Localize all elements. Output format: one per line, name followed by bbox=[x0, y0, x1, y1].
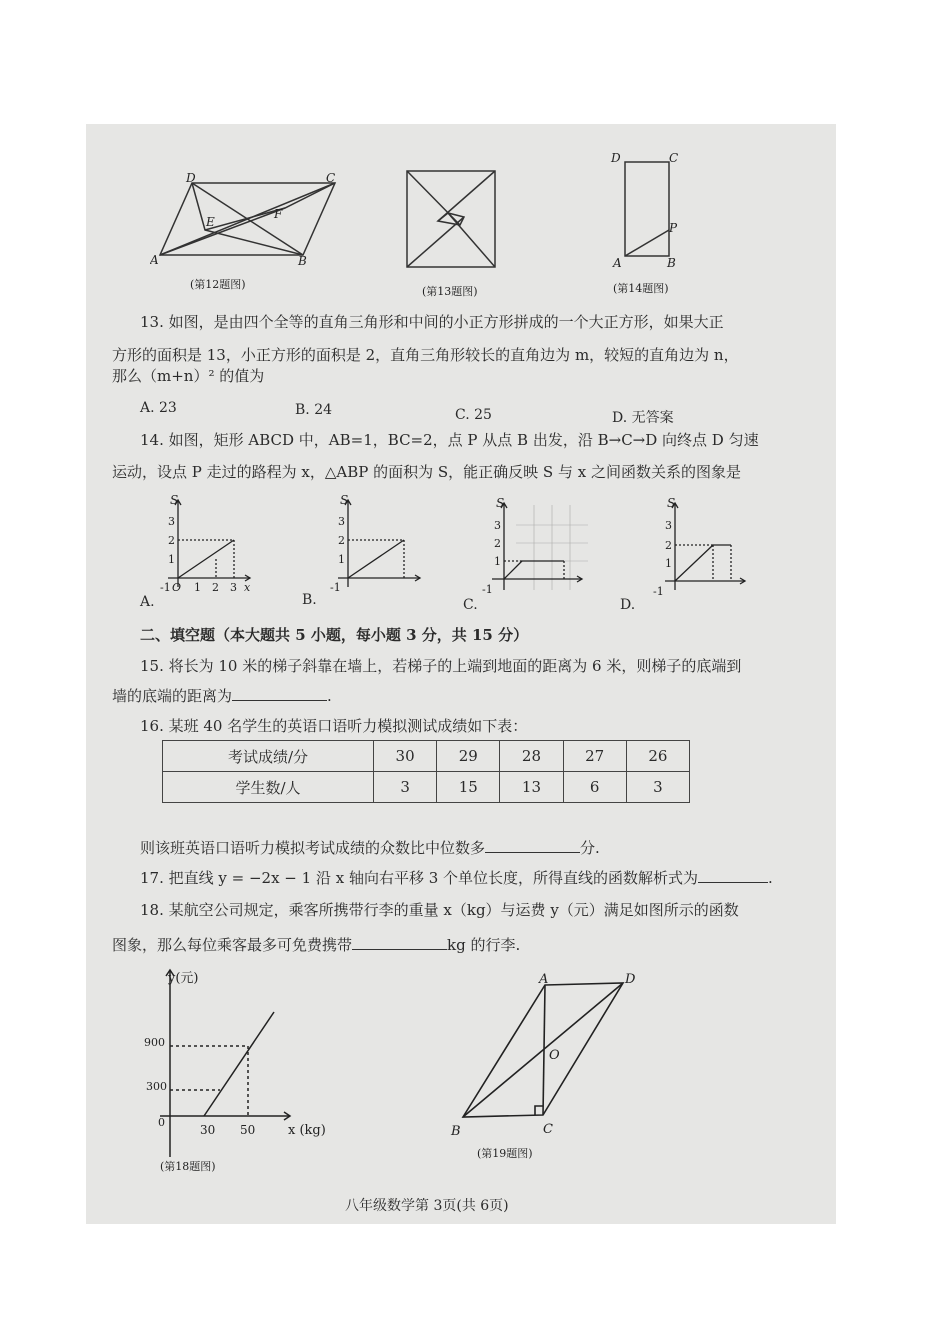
q18-answer-blank[interactable] bbox=[352, 935, 447, 950]
q17-end: . bbox=[768, 869, 773, 887]
point-label: A bbox=[613, 256, 622, 270]
tick-label: -1 bbox=[330, 581, 341, 594]
q14-graph-b bbox=[328, 492, 428, 607]
point-label: B bbox=[451, 1124, 461, 1139]
tick-label: 2 bbox=[212, 581, 219, 594]
y-axis-label: y(元) bbox=[168, 971, 199, 986]
q14-option-b: B. bbox=[302, 592, 317, 608]
score-table bbox=[162, 740, 690, 803]
tick-label: 900 bbox=[144, 1036, 165, 1049]
tick-label: 3 bbox=[338, 515, 345, 528]
page-footer: 八年级数学第 3页(共 6页) bbox=[345, 1198, 509, 1214]
tick-label: 1 bbox=[168, 553, 175, 566]
figure-caption: (第19题图) bbox=[477, 1147, 533, 1160]
tick-label: 2 bbox=[494, 537, 501, 550]
q17-text: 17. 把直线 y = −2x − 1 沿 x 轴向右平移 3 个单位长度，所得直线的函数解析式为 bbox=[140, 869, 699, 887]
point-label: A bbox=[150, 253, 159, 267]
axis-s-label: S bbox=[340, 493, 349, 507]
q18-text: 图象，那么每位乘客最多可免费携带 bbox=[112, 936, 353, 954]
table-cell: 30 bbox=[374, 741, 437, 772]
table-row bbox=[163, 772, 690, 803]
q15-text: 墙的底端的距离为 bbox=[112, 687, 233, 705]
tick-label: 3 bbox=[168, 515, 175, 528]
point-label: C bbox=[326, 171, 336, 185]
figure-caption: (第12题图) bbox=[190, 278, 246, 291]
tick-label: 1 bbox=[194, 581, 201, 594]
q15-line2 bbox=[112, 686, 332, 706]
q16-line2 bbox=[140, 838, 600, 858]
point-label: C bbox=[543, 1122, 553, 1137]
q13-option-b: B. 24 bbox=[295, 402, 333, 418]
q14-option-d: D. bbox=[620, 597, 636, 613]
point-label: D bbox=[186, 171, 196, 185]
point-label: D bbox=[625, 972, 636, 987]
figure-13 bbox=[400, 165, 505, 300]
tick-label: 50 bbox=[240, 1123, 256, 1137]
tick-label: -1 bbox=[653, 585, 664, 598]
table-cell: 13 bbox=[500, 772, 563, 803]
tick-label: -1 bbox=[482, 583, 493, 596]
q13-option-a: A. 23 bbox=[140, 400, 177, 416]
table-row bbox=[163, 741, 690, 772]
tick-label: 1 bbox=[665, 557, 672, 570]
tick-label: 2 bbox=[168, 534, 175, 547]
tick-label: 1 bbox=[338, 553, 345, 566]
tick-label: 30 bbox=[200, 1123, 216, 1137]
q15-end: . bbox=[327, 687, 332, 705]
point-label: F bbox=[274, 207, 283, 221]
q18-end: kg 的行李. bbox=[447, 936, 521, 954]
q14-option-a: A. bbox=[140, 594, 155, 610]
q17-answer-blank[interactable] bbox=[698, 868, 768, 883]
point-label: C bbox=[669, 151, 679, 165]
figure-14 bbox=[605, 150, 685, 298]
q15-answer-blank[interactable] bbox=[232, 686, 327, 701]
tick-label: 2 bbox=[665, 539, 672, 552]
point-label: P bbox=[669, 221, 678, 235]
figure-12 bbox=[150, 168, 350, 293]
table-cell: 28 bbox=[500, 741, 563, 772]
section-title: 二、填空题（本大题共 5 小题，每小题 3 分，共 15 分） bbox=[140, 626, 529, 644]
figure-19 bbox=[445, 965, 645, 1170]
q16-line1: 16. 某班 40 名学生的英语口语听力模拟测试成绩如下表： bbox=[140, 717, 528, 735]
q15-line1: 15. 将长为 10 米的梯子斜靠在墙上，若梯子的上端到地面的距离为 6 米，则梯子的底端到 bbox=[140, 657, 742, 675]
q16-answer-blank[interactable] bbox=[485, 838, 580, 853]
origin-label: 0 bbox=[158, 1116, 165, 1129]
q13-line1: 13. 如图，是由四个全等的直角三角形和中间的小正方形拼成的一个大正方形，如果大正 bbox=[140, 313, 724, 331]
q18-line2 bbox=[112, 935, 520, 955]
table-cell: 6 bbox=[563, 772, 626, 803]
table-cell: 3 bbox=[374, 772, 437, 803]
q13-option-d: D. 无答案 bbox=[612, 410, 674, 426]
axis-s-label: S bbox=[170, 493, 179, 507]
table-cell: 学生数/人 bbox=[163, 772, 374, 803]
point-label: B bbox=[667, 256, 676, 270]
point-label: B bbox=[298, 254, 307, 268]
tick-label: 2 bbox=[338, 534, 345, 547]
table-cell: 27 bbox=[563, 741, 626, 772]
figure-18 bbox=[140, 962, 340, 1177]
q14-graph-d bbox=[645, 495, 750, 610]
table-cell: 29 bbox=[437, 741, 500, 772]
point-label: D bbox=[611, 151, 621, 165]
table-cell: 15 bbox=[437, 772, 500, 803]
tick-label: 3 bbox=[230, 581, 237, 594]
q13-option-c: C. 25 bbox=[455, 407, 492, 423]
point-label: E bbox=[206, 215, 215, 229]
origin-label: O bbox=[172, 581, 182, 594]
x-axis-label: x (kg) bbox=[288, 1123, 326, 1138]
tick-label: 1 bbox=[494, 555, 501, 568]
q16-end: 分. bbox=[580, 839, 600, 857]
figure-caption: (第14题图) bbox=[613, 282, 669, 295]
point-label: A bbox=[539, 972, 549, 987]
point-label: O bbox=[549, 1048, 560, 1063]
tick-label: 3 bbox=[665, 519, 672, 532]
tick-label: 300 bbox=[146, 1080, 167, 1093]
table-cell: 3 bbox=[626, 772, 689, 803]
q18-line1: 18. 某航空公司规定，乘客所携带行李的重量 x（kg）与运费 y（元）满足如图所示的函数 bbox=[140, 901, 739, 919]
q14-line1: 14. 如图，矩形 ABCD 中，AB=1，BC=2，点 P 从点 B 出发，沿 B→C→D 向终点 D 匀速 bbox=[140, 431, 759, 449]
q17-line1 bbox=[140, 868, 773, 888]
q13-line3: 那么（m+n）² 的值为 bbox=[112, 367, 265, 385]
tick-label: -1 bbox=[160, 581, 171, 594]
q13-line2: 方形的面积是 13，小正方形的面积是 2，直角三角形较长的直角边为 m，较短的直角边为 n， bbox=[112, 346, 739, 364]
q14-line2: 运动，设点 P 走过的路程为 x，△ABP 的面积为 S，能正确反映 S 与 x 之间函数关系的图象是 bbox=[112, 463, 741, 481]
figure-caption: (第13题图) bbox=[422, 285, 478, 298]
q14-graph-a bbox=[158, 492, 258, 607]
q14-graph-c bbox=[478, 495, 588, 610]
axis-s-label: S bbox=[667, 496, 676, 510]
q16-text: 则该班英语口语听力模拟考试成绩的众数比中位数多 bbox=[140, 839, 486, 857]
figure-caption: (第18题图) bbox=[160, 1160, 216, 1173]
tick-label: 3 bbox=[494, 519, 501, 532]
q14-option-c: C. bbox=[463, 597, 478, 613]
table-cell: 考试成绩/分 bbox=[163, 741, 374, 772]
table-cell: 26 bbox=[626, 741, 689, 772]
axis-s-label: S bbox=[496, 496, 505, 510]
axis-x-label: x bbox=[244, 581, 251, 594]
